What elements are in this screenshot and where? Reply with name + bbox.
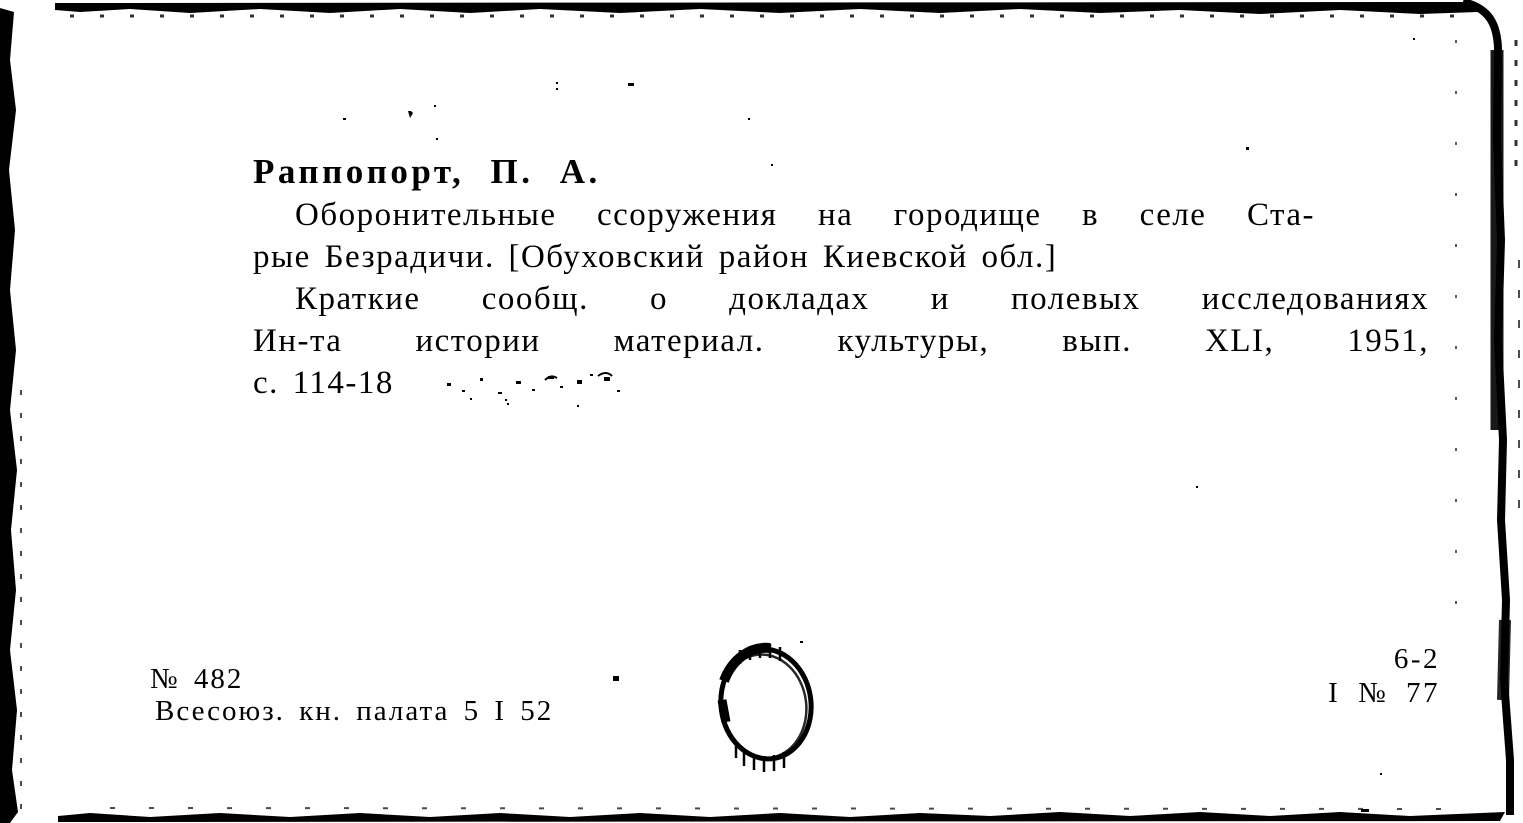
title-paragraph [253,194,1315,278]
class-code: 6-2 [1393,643,1440,675]
author-heading: Раппопорт, П. А. [253,152,601,191]
agency-date-line: Всесоюз. кн. палата 5 I 52 [155,695,554,727]
scan-edge-left [0,8,18,823]
index-number: I № 77 [1328,677,1440,709]
scan-edge-top [55,2,1488,14]
title-line-2: рые Безрадичи. [Обуховский район Киевской обл.] [253,239,1058,275]
source-paragraph [253,278,1429,404]
classification-block [1328,642,1440,710]
source-line-3-pages: с. 114-18 [253,365,394,401]
source-line-2: Ин-та истории материал. культуры, вып. XLI, 1951, [253,323,1429,359]
source-line-1: Краткие сообщ. о докладах и полевых исследованиях [295,281,1429,317]
ink-ring-stamp-mark [714,644,817,772]
scan-edge-bottom-rough [110,808,1450,809]
registration-block [150,663,553,727]
title-line-1: Оборонительные ссоружения на городище в селе Ста- [295,197,1315,233]
scan-edge-right [1463,2,1519,815]
bibliographic-entry [253,150,1429,404]
scan-edge-bottom [58,812,1505,822]
card-number: № 482 [150,663,244,695]
